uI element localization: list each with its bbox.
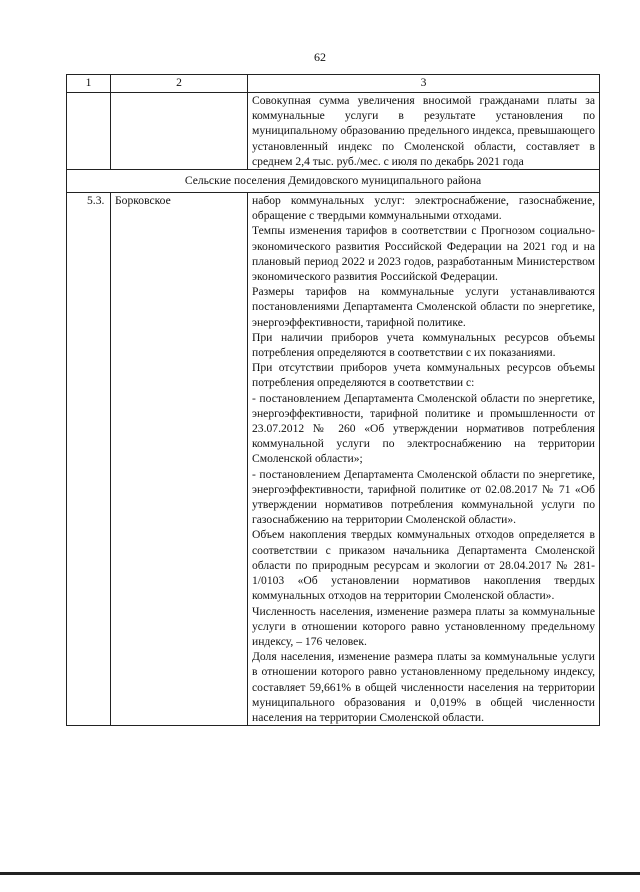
- section-row: [67, 170, 600, 193]
- document-table: [66, 74, 600, 726]
- header-col-1: 1: [67, 75, 111, 93]
- continued-paragraph: Совокупная сумма увеличения вносимой гражданами платы за коммунальные услуги в результате установления по муниципальному образованию предельного индекса, превышающего установленный индекс по Смоленской области, составляет в среднем 2,4 тыс. руб./мес. с июля по декабрь 2021 года: [252, 94, 595, 168]
- entry-number: 5.3.: [67, 193, 111, 726]
- header-col-2: 2: [111, 75, 248, 93]
- entry-paragraph-2: Темпы изменения тарифов в соответствии с Прогнозом социально-экономического развития Российской Федерации на 2021 год и на плановый период 2022 и 2023 годов, разработанным Министерством экономического развития Российской Федерации.: [252, 224, 595, 284]
- continued-row-num: [67, 93, 111, 170]
- entry-paragraph-8: Объем накопления твердых коммунальных отходов определяется в соответствии с приказом начальника Департамента Смоленской области по природным ресурсам и экологии от 28.04.2017 № 281-1/0103 «Об установлении нормативов накопления твердых коммунальных отходов на территории Смоленской области».: [252, 528, 595, 603]
- entry-paragraph-9: Численность населения, изменение размера платы за коммунальные услуги в отношении которого равно установленному предельному индексу, – 176 человек.: [252, 604, 595, 648]
- entry-row: [67, 193, 600, 726]
- continued-row: [67, 93, 600, 170]
- header-col-3: 3: [248, 75, 600, 93]
- entry-paragraph-4: При наличии приборов учета коммунальных ресурсов объемы потребления определяются в соответствии с их показаниями.: [252, 330, 595, 360]
- entry-paragraph-1: набор коммунальных услуг: электроснабжение, газоснабжение, обращение с твердыми коммунальными отходами.: [252, 194, 595, 223]
- scan-bottom-edge: [0, 872, 640, 875]
- entry-paragraph-3: Размеры тарифов на коммунальные услуги устанавливаются постановлениями Департамента Смоленской области по энергетике, энергоэффективности, тарифной политике.: [252, 285, 595, 329]
- entry-paragraph-6: - постановлением Департамента Смоленской области по энергетике, энергоэффективности, тарифной политике и промышленности от 23.07.2012 № 260 «Об утверждении нормативов потребления коммунальной услуги по электроснабжению на территории Смоленской области»;: [252, 391, 595, 466]
- continued-row-text: [248, 93, 600, 170]
- entry-description: [248, 193, 600, 726]
- entry-paragraph-10: Доля населения, изменение размера платы за коммунальные услуги в отношении которого равно установленному предельному индексу, составляет 59,661% в общей численности населения на территории муниципального образования и 0,019% в общей численности населения на территории Смоленской области.: [252, 650, 595, 724]
- page-number: 62: [314, 50, 326, 64]
- table-header-row: [67, 75, 600, 93]
- section-title: Сельские поселения Демидовского муниципального района: [67, 170, 600, 193]
- entry-paragraph-5: При отсутствии приборов учета коммунальных ресурсов объемы потребления определяются в соответствии с:: [252, 361, 595, 390]
- continued-row-name: [111, 93, 248, 170]
- entry-paragraph-7: - постановлением Департамента Смоленской области по энергетике, энергоэффективности, тарифной политике от 02.08.2017 № 71 «Об утверждении нормативов потребления коммунальной услуги по газоснабжению на территории Смоленской области».: [252, 467, 595, 527]
- entry-settlement: Борковское: [111, 193, 248, 726]
